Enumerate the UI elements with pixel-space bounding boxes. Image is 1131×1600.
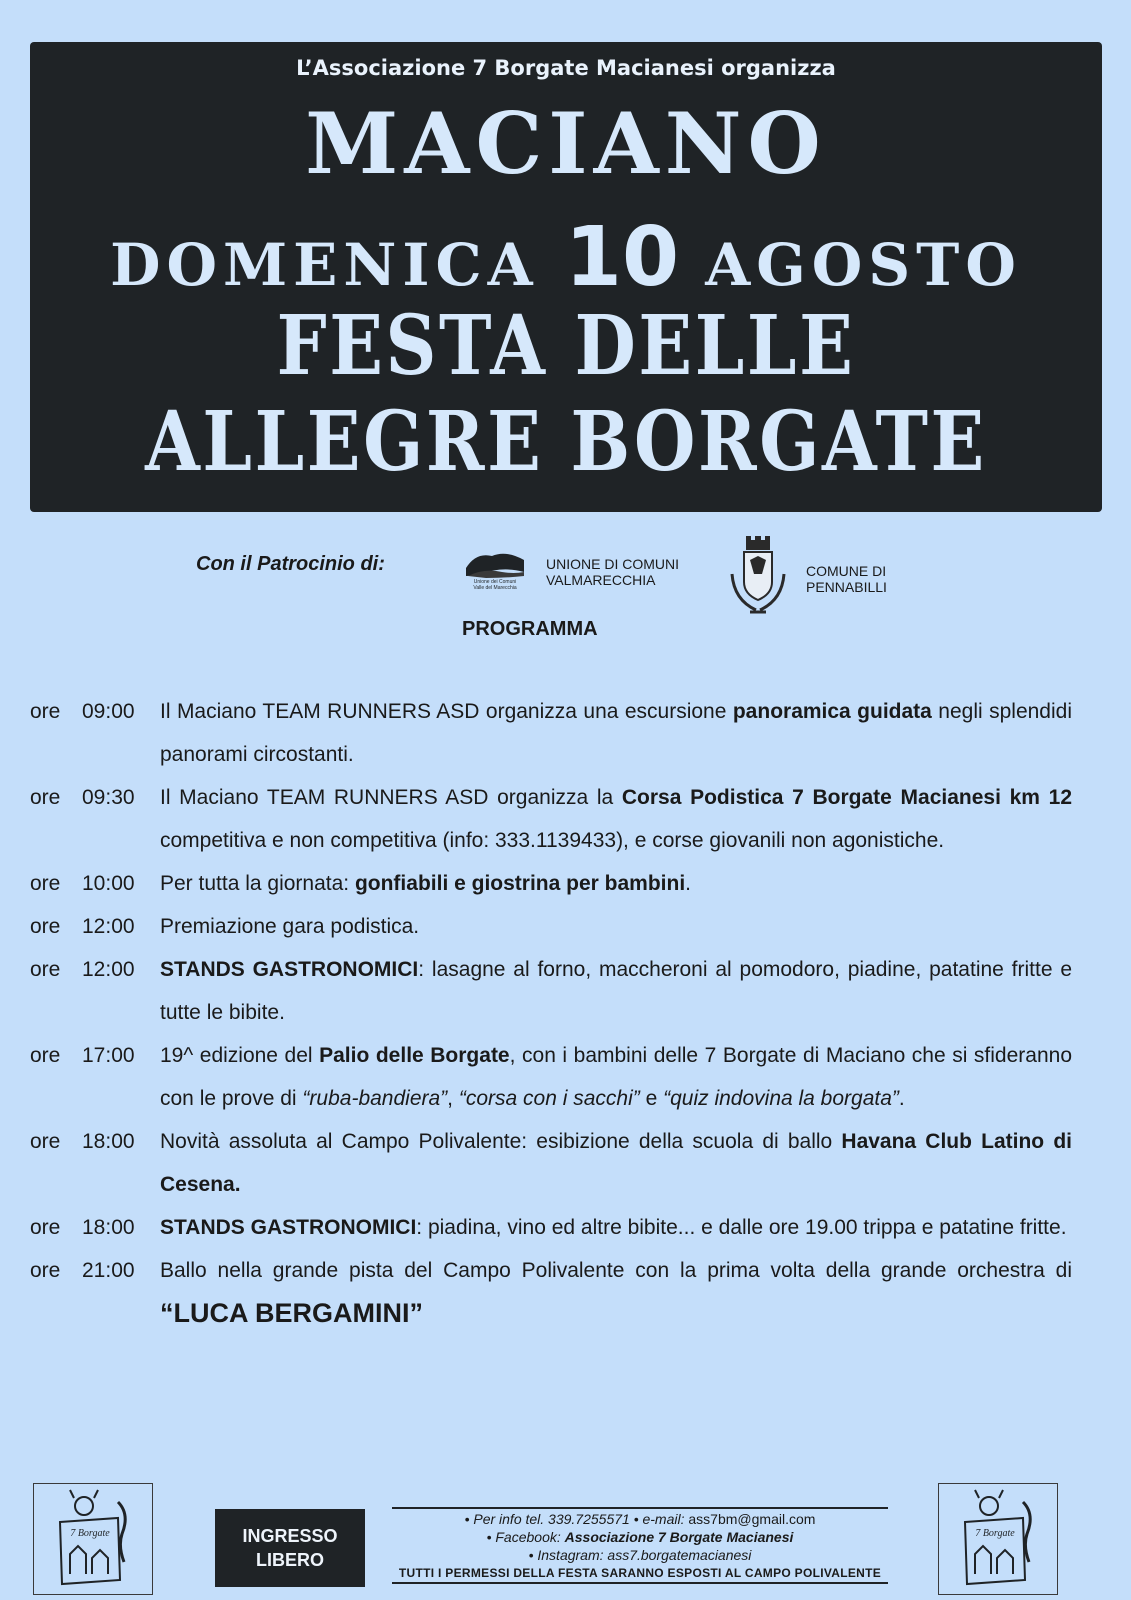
place-title: MACIANO — [305, 94, 827, 193]
schedule-time: 18:00 — [82, 1130, 135, 1153]
schedule-item — [30, 776, 1072, 862]
borgate-emblem-icon — [939, 1484, 1057, 1594]
schedule-description — [160, 1120, 1072, 1206]
info-instagram — [392, 1546, 888, 1564]
schedule-description — [160, 905, 1072, 948]
instagram-link[interactable]: ass7.borgatemacianesi — [607, 1547, 752, 1563]
schedule-text-part: , con i bambini delle 7 Borgate di Maciano che si sfideranno con le prove di — [160, 1044, 1072, 1110]
info-phone-email — [392, 1510, 888, 1528]
unione-logo-caption-1: Unione dei Comuni — [473, 579, 517, 585]
schedule-item — [30, 1249, 1072, 1337]
schedule-description — [160, 690, 1072, 776]
day-number: 10 — [564, 210, 680, 305]
schedule-text-part: Palio delle Borgate — [319, 1044, 510, 1067]
schedule-description — [160, 776, 1072, 862]
facebook-label: • Facebook: — [486, 1529, 561, 1545]
facebook-link[interactable]: Associazione 7 Borgate Macianesi — [564, 1529, 794, 1545]
schedule-ore-label: ore — [30, 915, 61, 938]
unione-logo-caption-2: Valle del Marecchia — [473, 585, 517, 590]
email-link[interactable]: ass7bm@gmail.com — [688, 1511, 816, 1527]
schedule-description — [160, 1034, 1072, 1120]
info-phone-label: • Per info tel. 339.7255571 • e-mail: — [464, 1511, 685, 1527]
instagram-label: • Instagram: — [528, 1547, 604, 1563]
schedule-text-part: 19^ edizione del — [160, 1044, 320, 1067]
schedule-time: 09:30 — [82, 786, 135, 809]
schedule-item — [30, 1206, 1072, 1249]
day-word: DOMENICA — [110, 231, 539, 299]
schedule-text-part: Per tutta la giornata: — [160, 872, 355, 895]
ingresso-line2: LIBERO — [255, 1550, 324, 1570]
schedule-time: 12:00 — [82, 958, 135, 981]
schedule-time: 17:00 — [82, 1044, 135, 1067]
unione-name — [546, 556, 679, 588]
schedule-item — [30, 1120, 1072, 1206]
schedule-text-part: competitiva e non competitiva (info: 333.1139433), e corse giovanili non agonistiche. — [160, 829, 945, 852]
comune-name-line1: COMUNE DI — [806, 563, 887, 579]
event-title-line1: FESTA DELLE — [276, 298, 856, 394]
schedule-time: 09:00 — [82, 700, 135, 723]
comune-name — [806, 563, 887, 595]
pennabilli-coat-of-arms-icon — [728, 534, 788, 618]
programma-heading: PROGRAMMA — [462, 618, 598, 640]
schedule-text-part: Novità assoluta al Campo Polivalente: esibizione della scuola di ballo — [160, 1130, 842, 1153]
schedule-text-part: Il Maciano TEAM RUNNERS ASD organizza la — [160, 786, 622, 809]
badge-right-text: 7 Borgate — [975, 1528, 1015, 1539]
schedule-text-part: Corsa Podistica 7 Borgate Macianesi km 12 — [621, 786, 1073, 809]
divider — [392, 1507, 888, 1509]
organizer-line: L’Associazione 7 Borgate Macianesi organizza — [296, 56, 836, 80]
schedule-text-part: . — [898, 1087, 905, 1110]
schedule-text-part: Havana Club Latino di Cesena. — [160, 1130, 1072, 1196]
schedule-ore-label: ore — [30, 872, 61, 895]
unione-name-line2: VALMARECCHIA — [546, 572, 656, 588]
schedule-description — [160, 948, 1072, 1034]
schedule-item — [30, 948, 1072, 1034]
schedule-time: 18:00 — [82, 1216, 135, 1239]
schedule-text-part: “LUCA BERGAMINI” — [160, 1298, 423, 1328]
borgate-badge-right — [938, 1483, 1058, 1595]
schedule-time: 21:00 — [82, 1259, 135, 1282]
unione-name-line1: UNIONE DI COMUNI — [546, 556, 679, 572]
borgate-badge-left — [33, 1483, 153, 1595]
schedule-text-part: “ruba-bandiera” — [302, 1087, 448, 1110]
borgate-emblem-icon — [34, 1484, 152, 1594]
ingresso-line1: INGRESSO — [242, 1526, 338, 1546]
info-facebook — [392, 1528, 888, 1546]
schedule-ore-label: ore — [30, 1130, 61, 1153]
schedule-text-part: negli splendidi panorami circostanti. — [160, 700, 1072, 766]
schedule-text-part: panoramica guidata — [732, 700, 932, 723]
permessi-note: TUTTI I PERMESSI DELLA FESTA SARANNO ESPOSTI AL CAMPO POLIVALENTE — [392, 1564, 888, 1584]
month: AGOSTO — [705, 231, 1022, 299]
comune-name-line2: PENNABILLI — [806, 579, 887, 595]
schedule-item — [30, 905, 1072, 948]
badge-left-text: 7 Borgate — [70, 1528, 110, 1539]
schedule-description — [160, 1206, 1072, 1249]
patronage-label: Con il Patrocinio di: — [196, 553, 385, 575]
schedule-text-part: Premiazione gara podistica. — [160, 915, 420, 938]
schedule-item — [30, 862, 1072, 905]
schedule-ore-label: ore — [30, 958, 61, 981]
schedule-text-part: : piadina, vino ed altre bibite... e dalle ore 19.00 trippa e patatine fritte. — [416, 1216, 1067, 1239]
schedule-text-part: Ballo nella grande pista del Campo Polivalente con la prima volta della grande orchestra di — [160, 1259, 1072, 1282]
schedule-time: 12:00 — [82, 915, 135, 938]
event-title — [105, 298, 1027, 490]
schedule-text-part: “quiz indovina la borgata” — [663, 1087, 899, 1110]
schedule-time: 10:00 — [82, 872, 135, 895]
schedule-description — [160, 862, 1072, 905]
schedule-ore-label: ore — [30, 1216, 61, 1239]
schedule-item — [30, 690, 1072, 776]
schedule-ore-label: ore — [30, 700, 61, 723]
event-title-line2: ALLEGRE BORGATE — [145, 394, 987, 490]
unione-valmarecchia-logo — [462, 546, 528, 590]
schedule-item — [30, 1034, 1072, 1120]
date-line — [30, 210, 1102, 305]
title-banner — [30, 42, 1102, 512]
schedule-ore-label: ore — [30, 1259, 61, 1282]
schedule-text-part: , — [447, 1087, 459, 1110]
schedule-ore-label: ore — [30, 1044, 61, 1067]
schedule-text-part: e — [639, 1087, 664, 1110]
schedule-text-part: “corsa con i sacchi” — [458, 1087, 640, 1110]
schedule-list — [30, 690, 1072, 1337]
schedule-text-part: . — [685, 872, 691, 895]
schedule-text-part: Il Maciano TEAM RUNNERS ASD organizza una escursione — [160, 700, 733, 723]
schedule-description — [160, 1249, 1072, 1337]
ingresso-libero-box — [215, 1509, 365, 1587]
schedule-ore-label: ore — [30, 786, 61, 809]
schedule-text-part: gonfiabili e giostrina per bambini — [354, 872, 686, 895]
contact-info — [392, 1507, 888, 1584]
schedule-text-part: : lasagne al forno, maccheroni al pomodoro, piadine, patatine fritte e tutte le bibite. — [160, 958, 1072, 1024]
schedule-text-part: STANDS GASTRONOMICI — [160, 958, 419, 981]
schedule-text-part: STANDS GASTRONOMICI — [160, 1216, 417, 1239]
